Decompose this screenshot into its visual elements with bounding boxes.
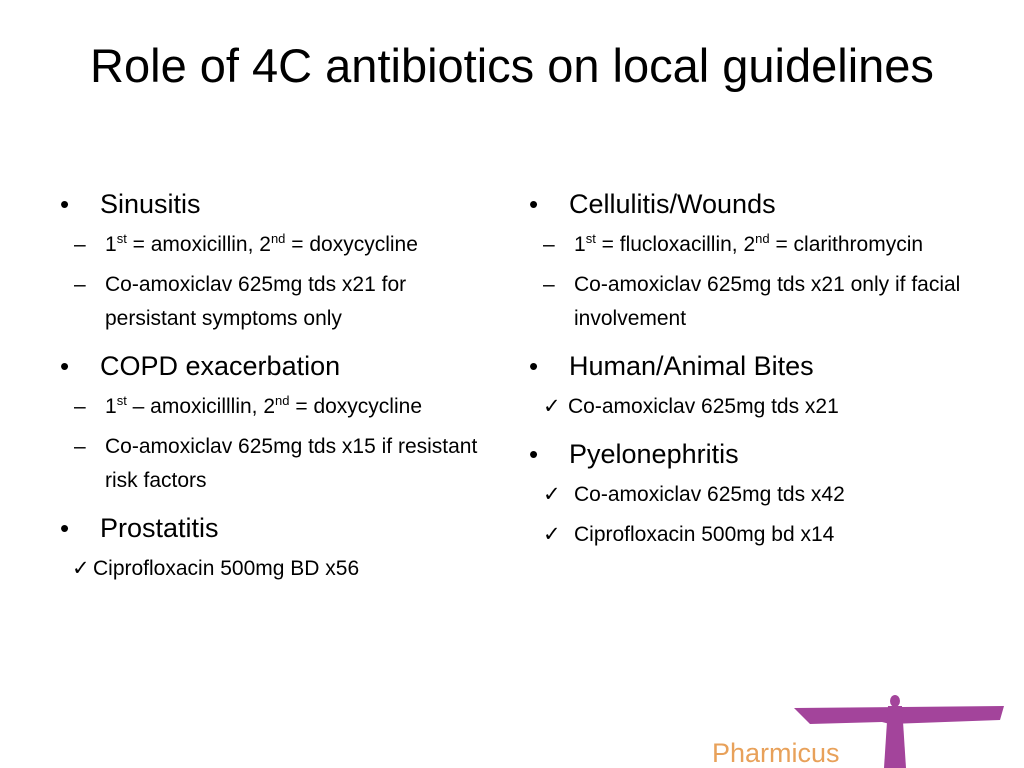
left-column <box>60 186 500 598</box>
en-dash-icon: – <box>543 233 555 256</box>
bullet-pyelonephritis <box>529 436 969 472</box>
bites-sub-1: ✓ Co-amoxiclav 625mg tds x21 <box>529 390 969 424</box>
bullet-dot-icon: • <box>529 189 539 219</box>
pyelonephritis-sub-1: ✓ Co-amoxiclav 625mg tds x42 <box>529 478 969 512</box>
sinusitis-sub-2: – Co-amoxiclav 625mg tds x21 for persistant symptoms only <box>60 268 500 336</box>
bullet-cellulitis <box>529 186 969 222</box>
bullet-dot-icon: • <box>529 351 539 381</box>
prostatitis-heading: Prostatitis <box>100 513 219 543</box>
bullet-prostatitis <box>60 510 500 546</box>
prostatitis-sub-1: ✓ Ciprofloxacin 500mg BD x56 <box>60 552 500 586</box>
en-dash-icon: – <box>74 395 86 418</box>
bites-heading: Human/Animal Bites <box>569 351 814 381</box>
cellulitis-sub-2: – Co-amoxiclav 625mg tds x21 only if facial involvement <box>529 268 969 336</box>
en-dash-icon: – <box>74 233 86 256</box>
checkmark-icon: ✓ <box>543 483 561 506</box>
cellulitis-sub-1: – 1st = flucloxacillin, 2nd = clarithromycin <box>529 228 969 262</box>
bullet-copd <box>60 348 500 384</box>
sinusitis-heading: Sinusitis <box>100 189 201 219</box>
right-column <box>529 186 969 564</box>
bullet-dot-icon: • <box>529 439 539 469</box>
checkmark-icon: ✓ <box>543 523 561 546</box>
copd-sub-2: – Co-amoxiclav 625mg tds x15 if resistant risk factors <box>60 430 500 498</box>
bullet-bites <box>529 348 969 384</box>
cellulitis-heading: Cellulitis/Wounds <box>569 189 776 219</box>
en-dash-icon: – <box>74 435 86 458</box>
checkmark-icon: ✓ <box>72 557 90 580</box>
en-dash-icon: – <box>74 273 86 296</box>
sinusitis-sub-1: – 1st = amoxicillin, 2nd = doxycycline <box>60 228 500 262</box>
slide-title: Role of 4C antibiotics on local guidelines <box>90 39 934 92</box>
copd-sub-1: – 1st – amoxicilllin, 2nd = doxycycline <box>60 390 500 424</box>
pyelonephritis-sub-2: ✓ Ciprofloxacin 500mg bd x14 <box>529 518 969 552</box>
copd-heading: COPD exacerbation <box>100 351 341 381</box>
pyelonephritis-heading: Pyelonephritis <box>569 439 739 469</box>
pharmicus-logo-text: Pharmicus <box>712 738 840 768</box>
bullet-sinusitis <box>60 186 500 222</box>
bullet-dot-icon: • <box>60 351 70 381</box>
en-dash-icon: – <box>543 273 555 296</box>
checkmark-icon: ✓ <box>543 395 561 418</box>
bullet-dot-icon: • <box>60 189 70 219</box>
bullet-dot-icon: • <box>60 513 70 543</box>
